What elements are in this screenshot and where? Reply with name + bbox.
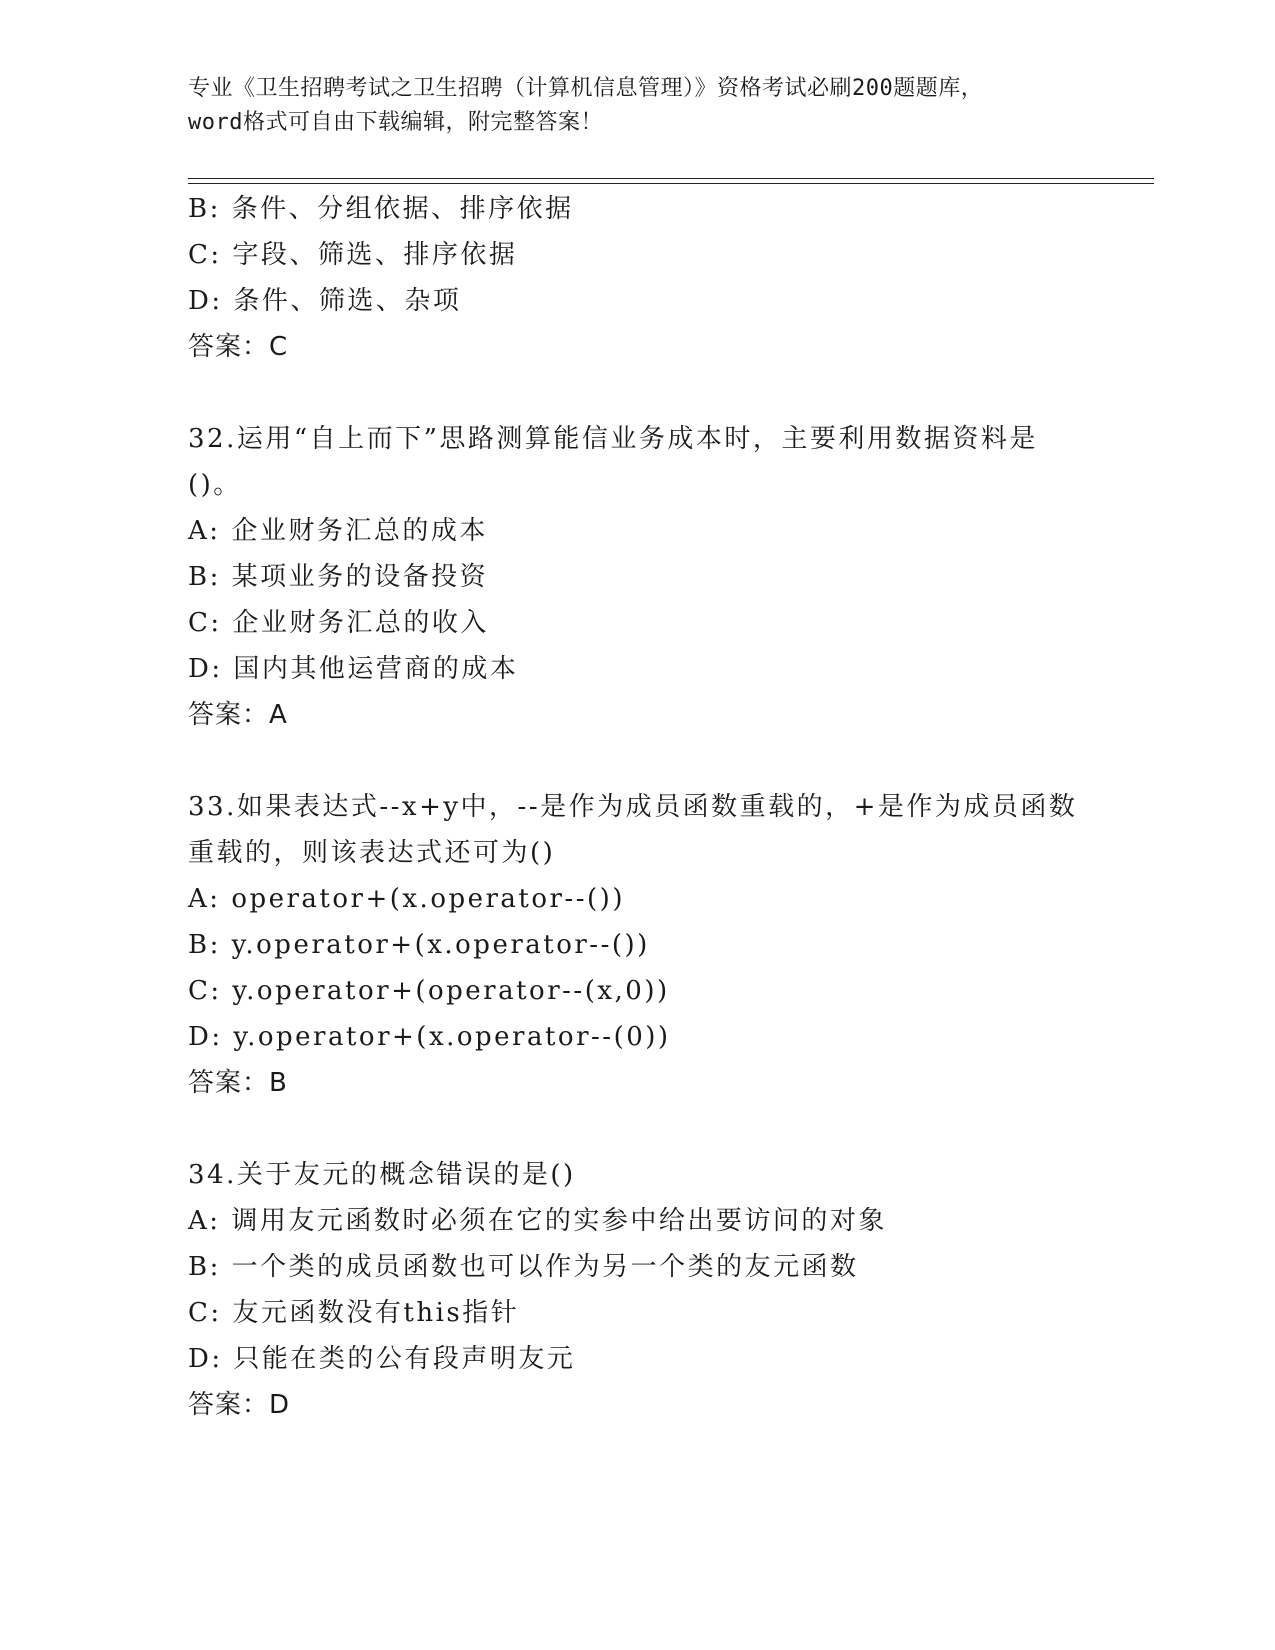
question-title-cont: 重载的，则该表达式还可为(): [188, 838, 556, 868]
header-rule-bottom: [188, 183, 1154, 184]
option-c: [188, 232, 1148, 278]
option-a: [188, 876, 1148, 922]
header-line-1: 专业《卫生招聘考试之卫生招聘（计算机信息管理）》资格考试必刷200题题库，: [188, 76, 984, 101]
answer-line: 答案：D: [188, 1390, 291, 1420]
option-key: A:: [188, 884, 221, 914]
answer-line: 答案：B: [188, 1068, 288, 1098]
option-b: [188, 922, 1148, 968]
option-text: y.operator+(operator--(x,0)): [232, 976, 670, 1006]
document-body: [188, 186, 1148, 1428]
question-31-tail: [188, 186, 1148, 370]
option-key: A:: [188, 1206, 221, 1236]
option-d: [188, 646, 1148, 692]
option-text: operator+(x.operator--()): [231, 884, 625, 914]
answer-line: 答案：A: [188, 700, 288, 730]
option-d: [188, 278, 1148, 324]
option-c: [188, 600, 1148, 646]
option-text: 友元函数没有this指针: [232, 1298, 520, 1328]
option-text: 调用友元函数时必须在它的实参中给出要访问的对象: [231, 1206, 887, 1236]
option-text: 企业财务汇总的收入: [232, 608, 489, 638]
question-title-cont: ()。: [188, 470, 242, 500]
option-text: 只能在类的公有段声明友元: [233, 1344, 576, 1374]
document-header: [188, 72, 1088, 140]
option-key: A:: [188, 516, 221, 546]
question-34: [188, 1152, 1148, 1428]
option-a: [188, 508, 1148, 554]
option-c: [188, 968, 1148, 1014]
question-33: [188, 784, 1148, 1106]
question-title: 33.如果表达式--x+y中，--是作为成员函数重载的，+是作为成员函数: [188, 792, 1078, 822]
option-text: 条件、分组依据、排序依据: [231, 194, 574, 224]
option-text: y.operator+(x.operator--()): [231, 930, 650, 960]
option-key: B:: [188, 562, 221, 592]
option-key: D:: [188, 286, 223, 316]
option-text: y.operator+(x.operator--(0)): [233, 1022, 671, 1052]
option-b: [188, 186, 1148, 232]
question-32: [188, 416, 1148, 738]
option-key: D:: [188, 654, 223, 684]
option-b: [188, 1244, 1148, 1290]
option-text: 一个类的成员函数也可以作为另一个类的友元函数: [231, 1252, 859, 1282]
option-d: [188, 1014, 1148, 1060]
option-key: C:: [188, 1298, 222, 1328]
option-key: C:: [188, 608, 222, 638]
option-text: 企业财务汇总的成本: [231, 516, 488, 546]
option-text: 条件、筛选、杂项: [233, 286, 462, 316]
option-text: 国内其他运营商的成本: [233, 654, 519, 684]
answer-line: 答案：C: [188, 332, 289, 362]
option-key: B:: [188, 930, 221, 960]
option-c: [188, 1290, 1148, 1336]
question-title: 34.关于友元的概念错误的是(): [188, 1160, 576, 1190]
question-title: 32.运用“自上而下”思路测算能信业务成本时，主要利用数据资料是: [188, 424, 1038, 454]
option-key: B:: [188, 1252, 221, 1282]
option-key: D:: [188, 1022, 223, 1052]
option-a: [188, 1198, 1148, 1244]
option-b: [188, 554, 1148, 600]
option-text: 字段、筛选、排序依据: [232, 240, 518, 270]
header-rule-top: [188, 178, 1154, 179]
option-key: B:: [188, 194, 221, 224]
option-d: [188, 1336, 1148, 1382]
option-key: C:: [188, 976, 222, 1006]
header-line-2: word格式可自由下载编辑，附完整答案！: [188, 110, 603, 135]
option-key: D:: [188, 1344, 223, 1374]
option-key: C:: [188, 240, 222, 270]
option-text: 某项业务的设备投资: [231, 562, 489, 592]
